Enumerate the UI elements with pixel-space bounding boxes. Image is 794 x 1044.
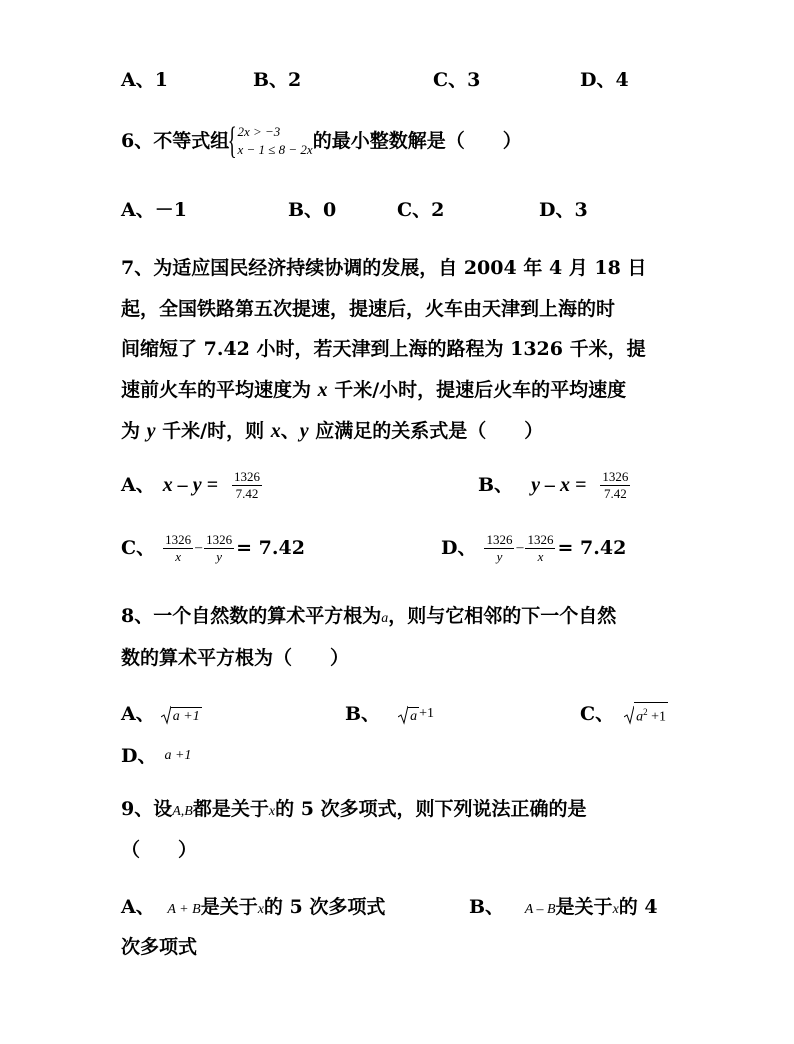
q7-line5 <box>121 419 543 443</box>
var-x: x <box>270 420 281 442</box>
q8-option-c-label: C、 <box>580 703 615 725</box>
q9-option-b-text2: 的 4 <box>618 896 658 918</box>
denominator: 7.42 <box>235 485 259 501</box>
q6-option-c: C、2 <box>397 199 445 221</box>
numerator: 1326 <box>602 468 629 484</box>
q7-line5-text3: 应满足的关系式是（ ） <box>308 420 544 442</box>
equals-742: = 7.42 <box>236 537 305 559</box>
radical-sign-icon <box>161 705 171 725</box>
q8-option-b <box>345 702 434 726</box>
minus-sign: – <box>516 540 524 555</box>
q6-tail: 的最小整数解是（ ） <box>312 130 522 152</box>
q9-line1-text3: 的 5 次多项式，则下列说法正确的是 <box>275 798 587 820</box>
q7-option-a-expr: x – y = <box>162 474 219 496</box>
denominator: x <box>537 548 544 564</box>
numerator: 1326 <box>165 531 192 547</box>
exponent: 2 <box>643 706 648 717</box>
q7-line2: 起，全国铁路第五次提速，提速后，火车由天津到上海的时 <box>121 298 616 320</box>
fraction <box>204 532 234 565</box>
radical-sign-icon <box>398 705 408 725</box>
var-y: y <box>146 420 156 442</box>
q7-line5-sep: 、 <box>280 420 300 442</box>
fraction <box>525 532 555 565</box>
q6-inequality-system <box>229 122 312 160</box>
q9-option-b-expr: A – B <box>524 902 556 917</box>
q7-line5-text2: 千米/时，则 <box>155 420 271 442</box>
radicand: a +1 <box>172 709 200 724</box>
var-x: x <box>268 804 276 819</box>
q7-option-d-label: D、 <box>441 537 477 559</box>
q7-option-b-label: B、 <box>478 474 514 496</box>
radicand-base: a <box>636 709 644 725</box>
q8-option-c <box>580 702 668 726</box>
q9-line-last: 次多项式 <box>121 936 198 958</box>
q8-option-d-expr: a +1 <box>164 748 192 763</box>
q9-line1-text: 9、设 <box>121 798 173 820</box>
q6-row1: 2x > −3 <box>237 124 281 139</box>
q7-line3: 间缩短了 7.42 小时，若天津到上海的路程为 1326 千米，提 <box>121 338 646 360</box>
q5-option-d: D、4 <box>580 69 629 91</box>
var-x: x <box>257 902 264 917</box>
q7-line4-text2: 千米/小时，提速后火车的平均速度 <box>327 379 627 401</box>
q8-line1-text2: ，则与它相邻的下一个自然 <box>388 605 617 627</box>
q9-line1-text2: 都是关于 <box>192 798 269 820</box>
q9-line2: （ ） <box>121 839 198 861</box>
q9-option-a <box>121 895 385 922</box>
q9-option-a-text: 是关于 <box>200 896 258 918</box>
q7-option-a-label: A、 <box>121 474 155 496</box>
q7-option-d <box>441 530 626 566</box>
denominator: y <box>216 548 223 564</box>
numerator: 1326 <box>206 531 233 547</box>
q5-option-c: C、3 <box>433 69 481 91</box>
fraction <box>600 469 630 502</box>
q6-option-d: D、3 <box>539 199 588 221</box>
denominator: 7.42 <box>603 485 627 501</box>
denominator: y <box>496 548 503 564</box>
sqrt-expression <box>161 702 202 726</box>
q7-option-c <box>121 530 305 566</box>
var-ab: A,B <box>172 804 193 819</box>
brace-icon: { <box>227 120 237 162</box>
q6-lead: 6、不等式组 <box>121 130 230 152</box>
radical-sign-icon <box>624 705 634 725</box>
q8-option-a-label: A、 <box>121 703 155 725</box>
numerator: 1326 <box>234 468 261 484</box>
var-a: a <box>381 611 389 626</box>
q6-option-a: A、－1 <box>121 199 187 221</box>
denominator: x <box>175 548 182 564</box>
fraction <box>163 532 193 565</box>
plus-one: +1 <box>419 706 434 721</box>
q6-stem <box>121 120 522 162</box>
q8-option-b-label: B、 <box>345 703 381 725</box>
q7-option-c-label: C、 <box>121 537 156 559</box>
q8-option-d <box>121 744 191 768</box>
q9-option-a-text2: 的 5 次多项式 <box>263 896 386 918</box>
var-y: y <box>299 420 309 442</box>
sqrt-expression <box>624 702 668 727</box>
q8-line2: 数的算术平方根为（ ） <box>121 647 350 669</box>
fraction <box>484 532 514 565</box>
fraction <box>232 469 262 502</box>
q8-option-a <box>121 702 202 726</box>
q5-option-a: A、1 <box>121 69 168 91</box>
q7-line4 <box>121 378 626 402</box>
q7-option-b-expr: y – x = <box>531 474 587 496</box>
sqrt-expression <box>398 702 419 726</box>
plus-one: +1 <box>647 709 667 725</box>
q9-option-b-text: 是关于 <box>555 896 613 918</box>
q9-option-a-label: A、 <box>121 896 155 918</box>
numerator: 1326 <box>527 531 554 547</box>
numerator: 1326 <box>486 531 513 547</box>
q6-option-b: B、0 <box>288 199 337 221</box>
var-x: x <box>317 379 328 401</box>
q5-option-b: B、2 <box>253 69 302 91</box>
q7-option-a <box>121 468 262 502</box>
q7-line5-text: 为 <box>121 420 147 442</box>
q6-row2: x − 1 ≤ 8 − 2x <box>237 142 313 157</box>
q9-line1 <box>121 797 587 824</box>
q8-line1-text: 8、一个自然数的算术平方根为 <box>121 605 382 627</box>
equals-742: = 7.42 <box>557 537 627 559</box>
q9-option-b-label: B、 <box>469 896 505 918</box>
q8-option-d-label: D、 <box>121 745 157 767</box>
minus-sign: – <box>195 540 203 555</box>
q9-option-b <box>469 895 658 922</box>
q7-line4-text: 速前火车的平均速度为 <box>121 379 318 401</box>
q7-line1: 7、为适应国民经济持续协调的发展，自 2004 年 4 月 18 日 <box>121 257 647 279</box>
radicand: a <box>410 709 418 724</box>
q7-option-b <box>478 468 630 502</box>
var-x: x <box>612 902 619 917</box>
q9-option-a-expr: A + B <box>167 902 201 917</box>
q8-line1 <box>121 604 616 631</box>
